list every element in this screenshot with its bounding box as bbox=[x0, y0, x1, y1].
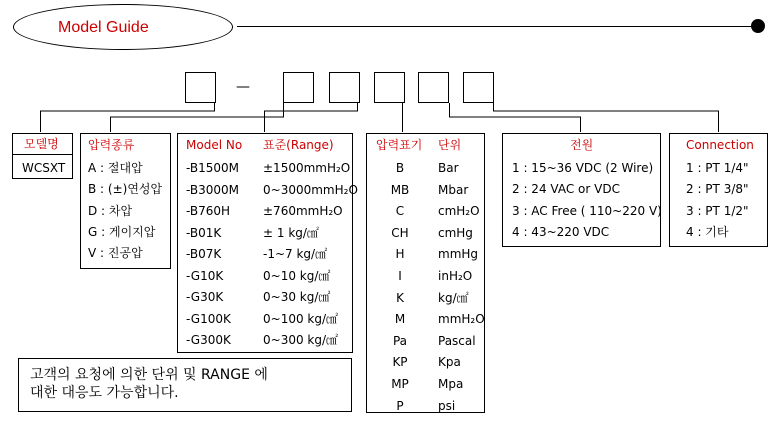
range-row-range: 0~3000mmH₂O bbox=[263, 182, 358, 197]
model-box-divider bbox=[13, 154, 72, 155]
range-header-range: 표준(Range) bbox=[263, 138, 334, 152]
range-row-code: -B01K bbox=[186, 225, 222, 240]
unit-row-unit: mmHg bbox=[438, 247, 479, 262]
range-row-code: -B760H bbox=[186, 204, 231, 218]
unit-row-code: C bbox=[395, 204, 405, 219]
range-row-range: ±1500mmH₂O bbox=[263, 161, 351, 175]
power-item: 3 : AC Free ( 110~220 V) bbox=[512, 204, 662, 218]
range-row-range: 0~100 kg/㎠ bbox=[263, 311, 339, 326]
range-row-code: -G300K bbox=[186, 333, 231, 347]
connection-header: Connection bbox=[686, 138, 754, 152]
range-row-range: 0~300 kg/㎠ bbox=[263, 333, 339, 347]
power-item: 4 : 43~220 VDC bbox=[512, 225, 610, 239]
range-row-range: ±760mmH₂O bbox=[263, 204, 343, 218]
unit-row-unit: cmHg bbox=[438, 225, 473, 240]
range-row-range: ± 1 kg/㎠ bbox=[263, 225, 319, 240]
unit-row-unit: Pascal bbox=[438, 333, 476, 348]
page-title: Model Guide bbox=[58, 19, 149, 36]
unit-row-unit: Mbar bbox=[438, 182, 469, 197]
unit-row-unit: kg/㎠ bbox=[438, 290, 469, 305]
unit-row-code: Pa bbox=[392, 333, 408, 348]
range-row-code: -G30K bbox=[186, 290, 224, 304]
unit-row-unit: psi bbox=[438, 398, 456, 413]
range-row-code: -B3000M bbox=[186, 182, 240, 197]
unit-row-unit: mmH₂O bbox=[438, 312, 485, 327]
connection-item: 2 : PT 3/8" bbox=[686, 182, 749, 196]
unit-header-code: 압력표기 bbox=[376, 138, 423, 152]
unit-row-code: I bbox=[398, 269, 402, 283]
pressure-type-header: 압력종류 bbox=[88, 138, 135, 152]
unit-row-code: B bbox=[395, 161, 405, 175]
code-dash: — bbox=[236, 79, 250, 95]
pressure-type-item: V : 진공압 bbox=[88, 246, 143, 260]
unit-row-unit: cmH₂O bbox=[438, 204, 480, 219]
unit-row-code: K bbox=[396, 290, 404, 305]
range-row-code: -G10K bbox=[186, 268, 224, 283]
unit-row-code: M bbox=[394, 312, 406, 327]
unit-row-unit: Bar bbox=[438, 161, 459, 175]
unit-row-code: MB bbox=[390, 182, 410, 197]
connection-item: 4 : 기타 bbox=[686, 225, 729, 239]
note-line-2: 대한 대응도 가능합니다. bbox=[30, 385, 179, 401]
unit-row-unit: Kpa bbox=[438, 355, 461, 370]
range-row-code: -G100K bbox=[186, 311, 231, 326]
model-header: 모델명 bbox=[24, 137, 59, 151]
pressure-type-item: A : 절대압 bbox=[88, 161, 143, 175]
pressure-type-item: B : (±)연성압 bbox=[88, 182, 163, 196]
model-value: WCSXT bbox=[22, 161, 66, 175]
power-item: 2 : 24 VAC or VDC bbox=[512, 182, 620, 196]
unit-row-code: MP bbox=[391, 377, 409, 391]
range-row-range: -1~7 kg/㎠ bbox=[263, 247, 328, 261]
range-row-range: 0~10 kg/㎠ bbox=[263, 268, 331, 283]
pressure-type-item: G : 게이지압 bbox=[88, 225, 156, 239]
unit-row-code: P bbox=[396, 398, 404, 413]
pressure-type-item: D : 차압 bbox=[88, 204, 133, 218]
note-line-1: 고객의 요청에 의한 단위 및 RANGE 에 bbox=[30, 367, 268, 383]
unit-row-code: CH bbox=[391, 225, 409, 240]
range-row-code: -B07K bbox=[186, 247, 222, 261]
unit-row-unit: Mpa bbox=[438, 377, 464, 391]
range-row-code: -B1500M bbox=[186, 161, 240, 175]
unit-row-code: KP bbox=[392, 355, 408, 370]
unit-row-code: H bbox=[395, 247, 405, 262]
power-header: 전원 bbox=[570, 138, 594, 152]
power-item: 1 : 15~36 VDC (2 Wire) bbox=[512, 161, 654, 175]
connection-item: 1 : PT 1/4" bbox=[686, 161, 749, 175]
unit-row-unit: inH₂O bbox=[438, 269, 473, 283]
range-header-model: Model No bbox=[186, 138, 243, 152]
connection-item: 3 : PT 1/2" bbox=[686, 204, 749, 218]
range-row-range: 0~30 kg/㎠ bbox=[263, 290, 331, 304]
unit-header-unit: 단위 bbox=[438, 138, 462, 152]
